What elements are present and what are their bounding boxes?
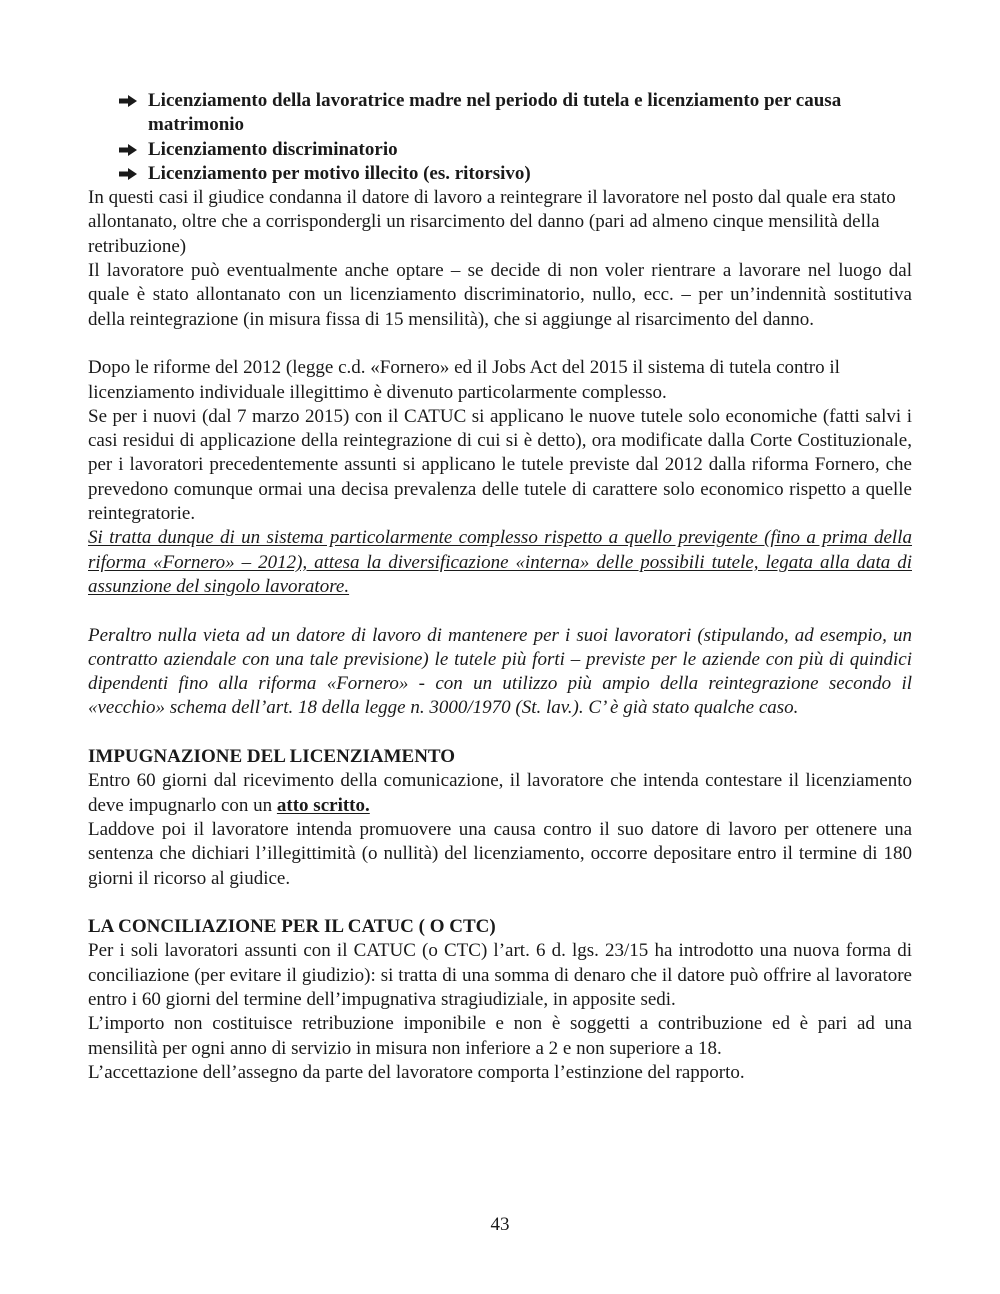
paragraph-indemnity-option: Il lavoratore può eventualmente anche optare – se decide di non voler rientrare a lavorare nel luogo dal quale è stato allontanato con un licenziamento discriminatorio, nullo, ecc. – per un’indennità sostitutiva della reintegrazione (in misura fissa di 15 mensilità), che si aggiunge al risarcimento del danno. <box>88 260 912 330</box>
spacer <box>88 721 912 745</box>
paragraph-amount: L’importo non costituisce retribuzione imponibile e non è soggetti a contribuzione ed è pari ad una mensilità per ogni anno di servizio in misura non inferiore a 2 e non superiore a 18. <box>88 1013 912 1059</box>
right-arrow-icon <box>119 144 137 156</box>
right-arrow-icon <box>119 95 137 107</box>
bullet-list <box>88 89 912 186</box>
paragraph-complex-system: Si tratta dunque di un sistema particolarmente complesso rispetto a quello previgente (fino a prima della riforma «Fornero» – 2012), attesa la diversificazione «interna» delle possibili tutele, legata alla data di assunzione del singolo lavoratore. <box>88 527 912 597</box>
written-act-emphasis: atto scritto. <box>276 794 370 816</box>
list-item <box>88 89 912 138</box>
paragraph-60-days <box>88 769 912 818</box>
bullet-text: Licenziamento discriminatorio <box>148 138 398 160</box>
paragraph-reintegration: In questi casi il giudice condanna il datore di lavoro a reintegrare il lavoratore nel posto dal quale era stato allontanato, oltre che a corrispondergli un risarcimento del danno (pari ad almeno cinque mensilità della retribuzione) <box>88 187 896 257</box>
paragraph-180-days: Laddove poi il lavoratore intenda promuovere una causa contro il suo datore di lavoro per ottenere una sentenza che dichiari l’illegittimità (o nullità) del licenziamento, occorre depositare entro il termine di 180 giorni il ricorso al giudice. <box>88 818 912 889</box>
paragraph-catuc: Se per i nuovi (dal 7 marzo 2015) con il CATUC si applicano le nuove tutele solo economiche (fatti salvi i casi residui di applicazione della reintegrazione di cui si è detto), ora modificate dalla Corte Costituzionale, per i lavoratori precedentemente assunti si applicano le tutele previste dal 2012 dalla riforma Fornero, che prevedono comunque ormai una decisa prevalenza delle tutele di carattere solo economico rispetto a quelle reintegratorie. <box>88 405 912 525</box>
right-arrow-icon <box>119 168 137 180</box>
spacer <box>88 332 912 356</box>
paragraph-company-agreement: Peraltro nulla vieta ad un datore di lavoro di mantenere per i suoi lavoratori (stipulando, ad esempio, un contratto aziendale con una tale previsione) le tutele più forti – previste per le aziende con più di quindici dipendenti fino alla riforma «Fornero» - con un utilizzo più ampio della reintegrazione secondo il «vecchio» schema dell’art. 18 della legge n. 3000/1970 (St. lav.). C’ è già stato qualche caso. <box>88 624 912 719</box>
paragraph-conciliation-intro: Per i soli lavoratori assunti con il CATUC (o CTC) l’art. 6 d. lgs. 23/15 ha introdotto una nuova forma di conciliazione (per evitare il giudizio): si tratta di una somma di denaro che il datore può offrire al lavoratore entro i 60 giorni del termine dell’impugnativa stragiudiziale, in apposite sedi. <box>88 940 912 1010</box>
spacer <box>88 599 912 623</box>
section-heading-conciliazione: LA CONCILIAZIONE PER IL CATUC ( O CTC) <box>88 916 496 938</box>
page-number: 43 <box>490 1214 510 1235</box>
bullet-text: Licenziamento per motivo illecito (es. ritorsivo) <box>148 162 531 184</box>
paragraph-60-days-text: Entro 60 giorni dal ricevimento della comunicazione, il lavoratore che intenda contestare il licenziamento deve impugnarlo con un <box>88 770 912 816</box>
paragraph-reforms: Dopo le riforme del 2012 (legge c.d. «Fornero» ed il Jobs Act del 2015 il sistema di tutela contro il licenziamento individuale illegittimo è divenuto particolarmente complesso. <box>88 357 840 403</box>
spacer <box>88 891 912 915</box>
document-page <box>88 89 912 1085</box>
paragraph-acceptance: L’accettazione dell’assegno da parte del lavoratore comporta l’estinzione del rapporto. <box>88 1061 745 1083</box>
bullet-text: Licenziamento della lavoratrice madre nel periodo di tutela e licenziamento per causa matrimonio <box>148 90 842 136</box>
list-item <box>88 162 912 186</box>
section-heading-impugnazione: IMPUGNAZIONE DEL LICENZIAMENTO <box>88 746 456 768</box>
list-item <box>88 138 912 162</box>
